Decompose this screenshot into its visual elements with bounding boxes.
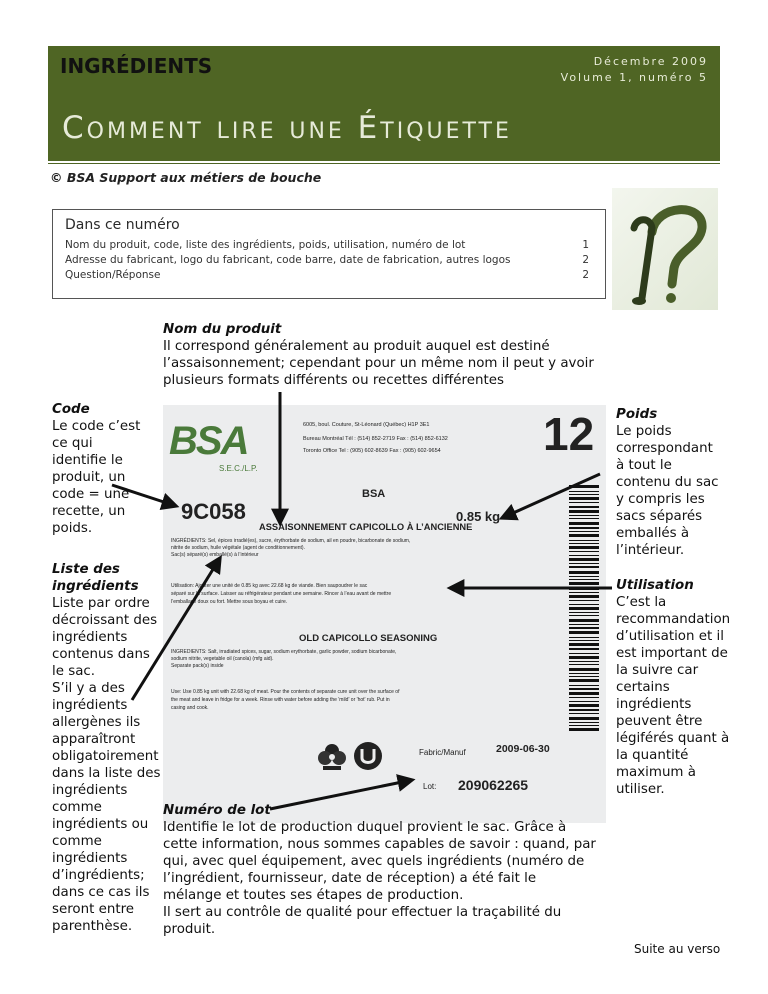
note-line: peuvent être [616, 714, 703, 729]
product-weight: 0.85 kg [456, 509, 501, 524]
usage-en-line: the meat and leave in fridge for a week. Rinse with water before adding the 'mild' or 'hot' rub. Put in [171, 697, 390, 703]
note-line: ingrédients ou [52, 817, 149, 832]
usage-en-line: Use: Use 0.85 kg unit with 22.68 kg of meat. Pour the contents of separate cure unit over the surface of [171, 689, 400, 695]
note-line: correspondant [616, 441, 713, 456]
note-line: l’intérieur. [616, 543, 685, 558]
note-line: maximum à [616, 765, 696, 780]
note-line: plusieurs formats différents ou recettes différentes [163, 373, 504, 388]
toc-item-label: Adresse du fabricant, logo du fabricant, code barre, date de fabrication, autres logos [65, 254, 511, 266]
product-code: 9C058 [181, 499, 246, 524]
note-line: identifie le [52, 453, 123, 468]
note-line: qui, avec quel équipement, avec quels ingrédients (numéro de [163, 854, 585, 869]
note-line: C’est la [616, 595, 667, 610]
note-line: produit, un [52, 470, 126, 485]
note-line: comme [52, 800, 102, 815]
note-line: cette information, nous sommes capables de savoir : quand, par [163, 837, 596, 852]
toc-item-page: 2 [582, 254, 589, 266]
usage-fr-line: l’emballage doux ou fort. Mettre sous boyau et cuire. [171, 599, 288, 605]
product-name-en: OLD CAPICOLLO SEASONING [299, 633, 438, 644]
note-line: dans la liste des [52, 766, 161, 781]
page-title: Comment lire une Étiquette [62, 110, 512, 146]
usage-fr-line: Utilisation: Ajouter une unité de 0.85 kg avec 22.68 kg de viande. Bien saupoudrer le sac [171, 583, 368, 589]
note-line: légiférés quant à [616, 731, 730, 746]
toc-title: Dans ce numéro [65, 217, 180, 233]
note-heading: Numéro de lot [163, 803, 271, 818]
note-line: d’utilisation et il [616, 629, 724, 644]
note-line: ce qui [52, 436, 93, 451]
ingredients-fr-line: nitrite de sodium, huile végétale (agent de conditionnement). [171, 545, 305, 551]
note-line: Le poids [616, 424, 672, 439]
usage-en-line: casing and cook. [171, 705, 209, 711]
note-line: Le code c’est [52, 419, 141, 434]
note-line: contenus dans [52, 647, 150, 662]
arrow-poids [502, 474, 600, 518]
note-line: Identifie le lot de production duquel provient le sac. Grâce à [163, 820, 567, 835]
note-line: sacs séparés [616, 509, 703, 524]
note-line: obligatoirement [52, 749, 159, 764]
ingredients-fr-line: INGRÉDIENTS: Sel, épices irradié(es), sucre, érythorbate de sodium, ail en poudre, bicarbonate de sodium, [171, 538, 411, 544]
note-line: d’ingrédients; [52, 868, 145, 883]
note-line: est important de [616, 646, 728, 661]
note-line: apparaîtront [52, 732, 136, 747]
note-line: mélange et toutes ses étapes de production. [163, 888, 464, 903]
note-line: l’ingrédient, fournisseur, date de réception) a été fait le [163, 871, 537, 886]
toc-item-label: Question/Réponse [65, 269, 161, 281]
lot-label: Lot: [423, 782, 437, 791]
note-line: certains [616, 680, 670, 695]
usage-fr-line: séparé sur la surface. Laisser au réfrigérateur pendant une semaine. Rincer à l’eau avant de mettre [171, 591, 392, 597]
note-line: code = une [52, 487, 130, 502]
brand-logo: BSA [169, 419, 248, 463]
note-line: la suivre car [616, 663, 699, 678]
arrow-numero-lot [270, 780, 412, 809]
note-line: Liste par ordre [52, 596, 150, 611]
note-line: le sac. [52, 664, 96, 679]
address-line: Toronto Office Tel : (905) 602-8639 Fax : (905) 602-9654 [303, 448, 441, 454]
ingredients-en-line: INGREDIENTS: Salt, irradiated spices, sugar, sodium erythorbate, garlic powder, sodium bicarbonate, [171, 649, 397, 655]
brand-subtitle: S.E.C./L.P. [219, 464, 258, 473]
ingredients-fr-line: Sac(s) séparé(s) emballé(s) à l’intérieur [171, 552, 259, 558]
issue-date: Décembre 2009 [593, 55, 708, 68]
note-line: à tout le [616, 458, 672, 473]
note-line: ingrédients [616, 697, 692, 712]
toc-item-label: Nom du produit, code, liste des ingrédients, poids, utilisation, numéro de lot [65, 239, 466, 251]
note-line: ingrédients [52, 698, 128, 713]
note-line: recette, un [52, 504, 126, 519]
arrow-code [112, 485, 176, 506]
ingredients-en-line: sodium nitrite, vegetable oil (canola) (mfg aid). [171, 656, 274, 662]
note-heading: Nom du produit [163, 322, 282, 337]
bag-number: 12 [543, 408, 595, 460]
toc-item-page: 1 [582, 239, 589, 251]
section-tag: INGRÉDIENTS [60, 54, 213, 78]
note-line: la quantité [616, 748, 689, 763]
note-heading: Utilisation [616, 578, 694, 593]
note-line: parenthèse. [52, 919, 133, 934]
note-line: allergènes ils [52, 715, 141, 730]
note-line: S’il y a des [52, 681, 125, 696]
note-line: Il sert au contrôle de qualité pour effectuer la traçabilité du [163, 905, 562, 920]
toc-item-page: 2 [582, 269, 589, 281]
lot-number: 209062265 [458, 777, 529, 793]
note-line: décroissant des [52, 613, 158, 628]
issue-volume: Volume 1, numéro 5 [560, 71, 708, 84]
fabric-date: 2009-06-30 [496, 743, 550, 755]
note-line: contenu du sac [616, 475, 719, 490]
copyright: © BSA Support aux métiers de bouche [50, 170, 322, 185]
note-line: emballés à [616, 526, 690, 541]
label-company: BSA [362, 488, 386, 500]
note-line: dans ce cas ils [52, 885, 150, 900]
note-line: comme [52, 834, 102, 849]
note-line: seront entre [52, 902, 135, 917]
arrow-liste-ingredients [132, 558, 220, 700]
address-line: Bureau Montréal Tél : (514) 852-2719 Fax : (514) 852-6132 [303, 436, 448, 442]
note-line: recommandation [616, 612, 731, 627]
note-line: ingrédients [52, 851, 128, 866]
note-heading: Poids [616, 407, 658, 422]
note-line: l’assaisonnement; cependant pour un même nom il peut y avoir [163, 356, 594, 371]
note-line: ingrédients [52, 783, 128, 798]
ingredients-en-line: Separate pack(s) inside [171, 663, 224, 669]
address-line: 6005, boul. Couture, St-Léonard (Québec) H1P 3E1 [303, 422, 430, 428]
note-line: utiliser. [616, 782, 665, 797]
note-line: produit. [163, 922, 216, 937]
note-line: y compris les [616, 492, 705, 507]
continue-note: Suite au verso [634, 942, 721, 956]
note-line: Il correspond généralement au produit auquel est destiné [163, 339, 550, 354]
note-heading: ingrédients [52, 579, 139, 594]
product-name-fr: ASSAISONNEMENT CAPICOLLO À L’ANCIENNE [259, 522, 473, 532]
note-heading: Liste des [52, 562, 120, 577]
fabric-label: Fabric/Manuf [419, 748, 466, 757]
note-heading: Code [52, 402, 90, 417]
note-line: poids. [52, 521, 93, 536]
note-line: ingrédients [52, 630, 128, 645]
